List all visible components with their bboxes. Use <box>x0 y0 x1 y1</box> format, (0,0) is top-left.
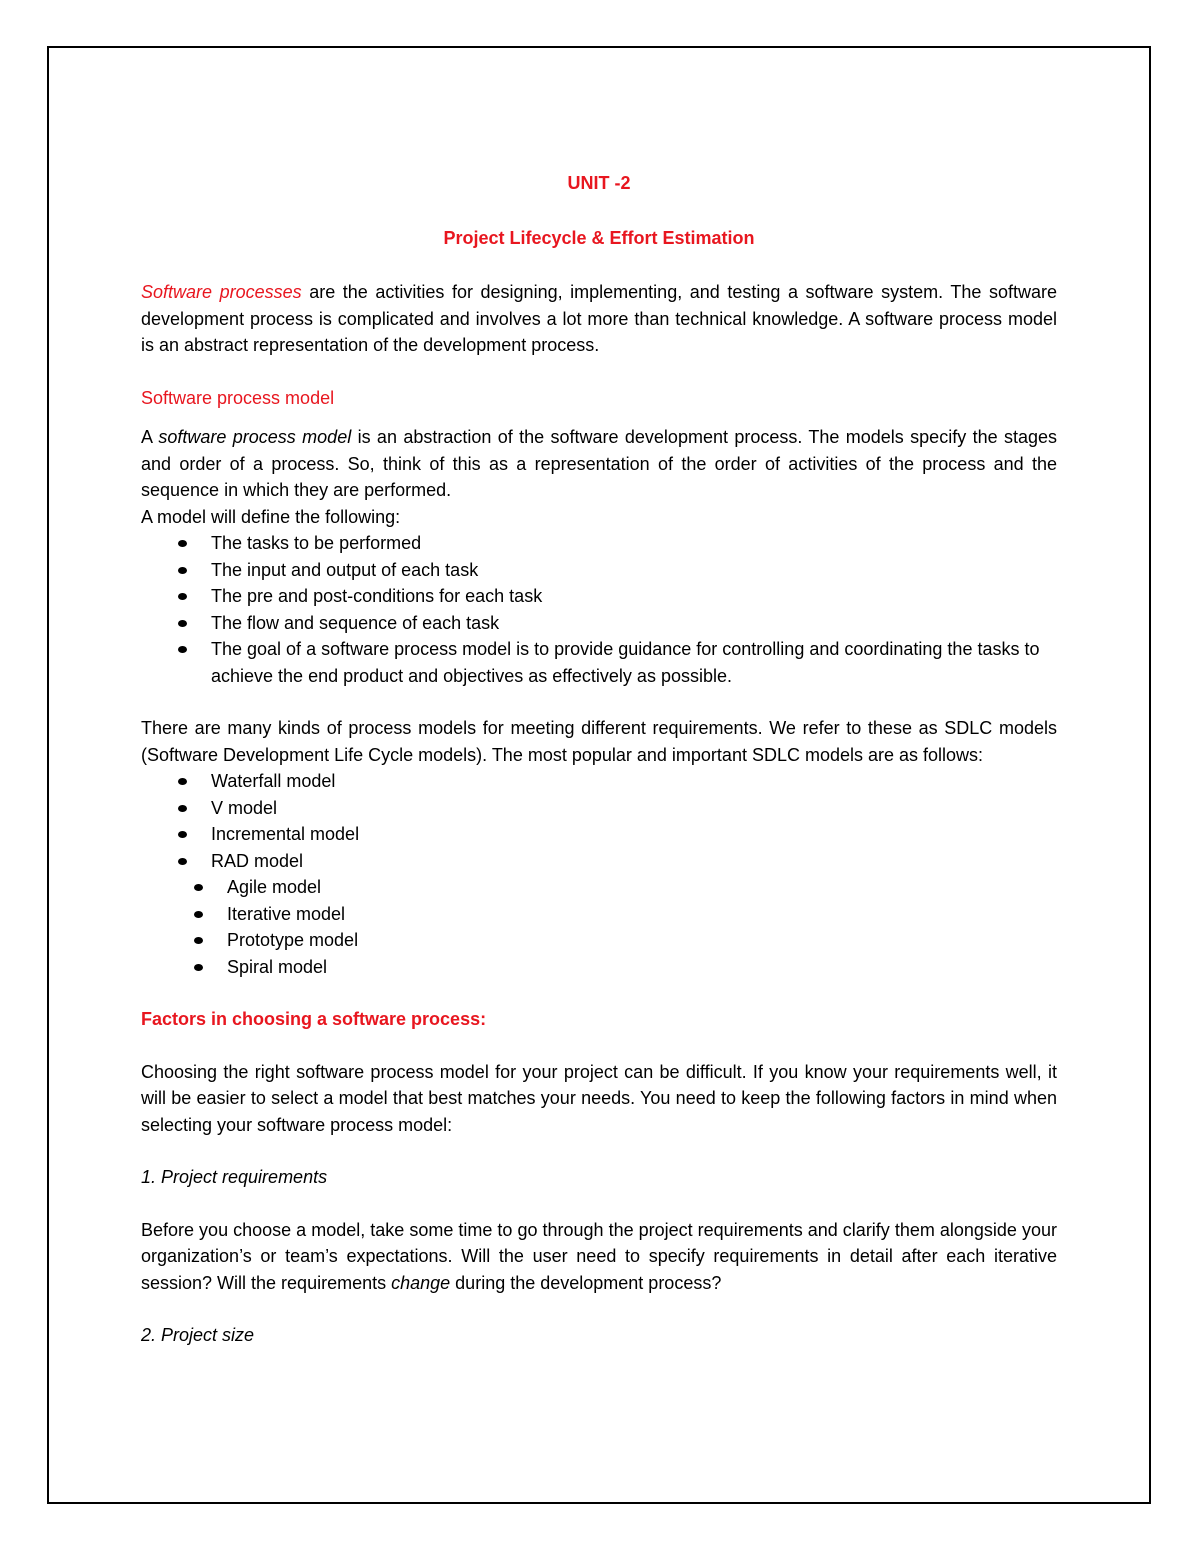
requirements-emphasis: change <box>391 1272 451 1293</box>
requirements-paragraph <box>141 1217 1057 1297</box>
list-item <box>141 768 1057 795</box>
list-item <box>141 530 1057 557</box>
unit-title: UNIT -2 <box>567 173 631 193</box>
list-item-text: Spiral model <box>227 956 328 977</box>
list-item-text: V model <box>211 797 278 818</box>
requirements-text-after: during the development process? <box>450 1272 722 1293</box>
bullet-icon <box>178 805 187 812</box>
process-model-text: is an abstraction of the software development process. The models specify the stages and order of a process. So, think of this as a representation of the order of activities of the process and the sequence in which they are performed. <box>141 427 1057 500</box>
list-item-text: The goal of a software process model is to provide guidance for controlling and coordinating the tasks to achieve the end product and objectives as effectively as possible. <box>211 639 1040 686</box>
list-item <box>141 901 1057 928</box>
list-item-text: Iterative model <box>227 903 346 924</box>
list-item-text: Agile model <box>227 877 322 897</box>
bullet-icon <box>178 593 187 600</box>
section-heading-process-model: Software process model <box>141 387 335 408</box>
list-item <box>141 848 1057 875</box>
bullet-icon <box>178 646 187 653</box>
document-body <box>141 166 1057 1349</box>
bullet-icon <box>194 964 203 971</box>
list-item-text: Incremental model <box>211 824 360 844</box>
bullet-icon <box>178 858 187 865</box>
list-item <box>141 874 1057 901</box>
list-item <box>141 821 1057 848</box>
main-title: Project Lifecycle & Effort Estimation <box>443 227 755 248</box>
list-item-text: Waterfall model <box>211 771 336 791</box>
bullet-icon <box>194 911 203 918</box>
sdlc-models-list <box>141 768 1057 874</box>
list-item <box>141 636 1057 689</box>
model-definition-list <box>141 530 1057 689</box>
list-intro: A model will define the following: <box>141 506 401 527</box>
list-item-text: RAD model <box>211 850 304 871</box>
factor-heading-size <box>141 1322 1057 1349</box>
sdlc-paragraph: There are many kinds of process models for meeting different requirements. We refer to these as SDLC models (Software Development Life Cycle models). The most popular and important SDLC models are as follows: <box>141 718 1057 765</box>
bullet-icon <box>178 567 187 574</box>
bullet-icon <box>194 937 203 944</box>
list-item-text: Prototype model <box>227 930 359 950</box>
bullet-icon <box>178 831 187 838</box>
process-model-term: software process model <box>158 427 352 447</box>
list-item <box>141 954 1057 981</box>
list-item <box>141 795 1057 822</box>
process-model-prefix: A <box>141 427 159 447</box>
factor-heading-requirements <box>141 1164 1057 1191</box>
section-heading-factors: Factors in choosing a software process: <box>141 1009 487 1029</box>
factors-paragraph: Choosing the right software process model for your project can be difficult. If you know your requirements well, it will be easier to select a model that best matches your needs. You need to keep the following factors in mind when selecting your software process model: <box>141 1061 1057 1135</box>
intro-term: Software processes <box>141 282 302 302</box>
list-item <box>141 583 1057 610</box>
list-item <box>141 557 1057 584</box>
list-item-text: The flow and sequence of each task <box>211 612 500 633</box>
bullet-icon <box>178 540 187 547</box>
factor-heading-text: 1. Project requirements <box>141 1167 328 1187</box>
list-item-text: The tasks to be performed <box>211 533 422 553</box>
list-item <box>141 610 1057 637</box>
list-item <box>141 927 1057 954</box>
intro-text: are the activities for designing, implementing, and testing a software system. The software development process is complicated and involves a lot more than technical knowledge. A software process model is an abstract representation of the development process. <box>141 282 1057 355</box>
factor-heading-text: 2. Project size <box>141 1325 255 1345</box>
sdlc-models-list-indented <box>141 874 1057 980</box>
requirements-text-before: Before you choose a model, take some time to go through the project requirements and clarify them alongside your organization’s or team’s expectations. Will the user need to specify requirements in detail after each iterative session? Will the requirements <box>141 1219 1057 1293</box>
bullet-icon <box>194 884 203 891</box>
intro-paragraph <box>141 279 1057 359</box>
bullet-icon <box>178 778 187 785</box>
bullet-icon <box>178 620 187 627</box>
list-item-text: The pre and post-conditions for each task <box>211 586 543 606</box>
process-model-paragraph <box>141 424 1057 504</box>
list-item-text: The input and output of each task <box>211 559 479 580</box>
